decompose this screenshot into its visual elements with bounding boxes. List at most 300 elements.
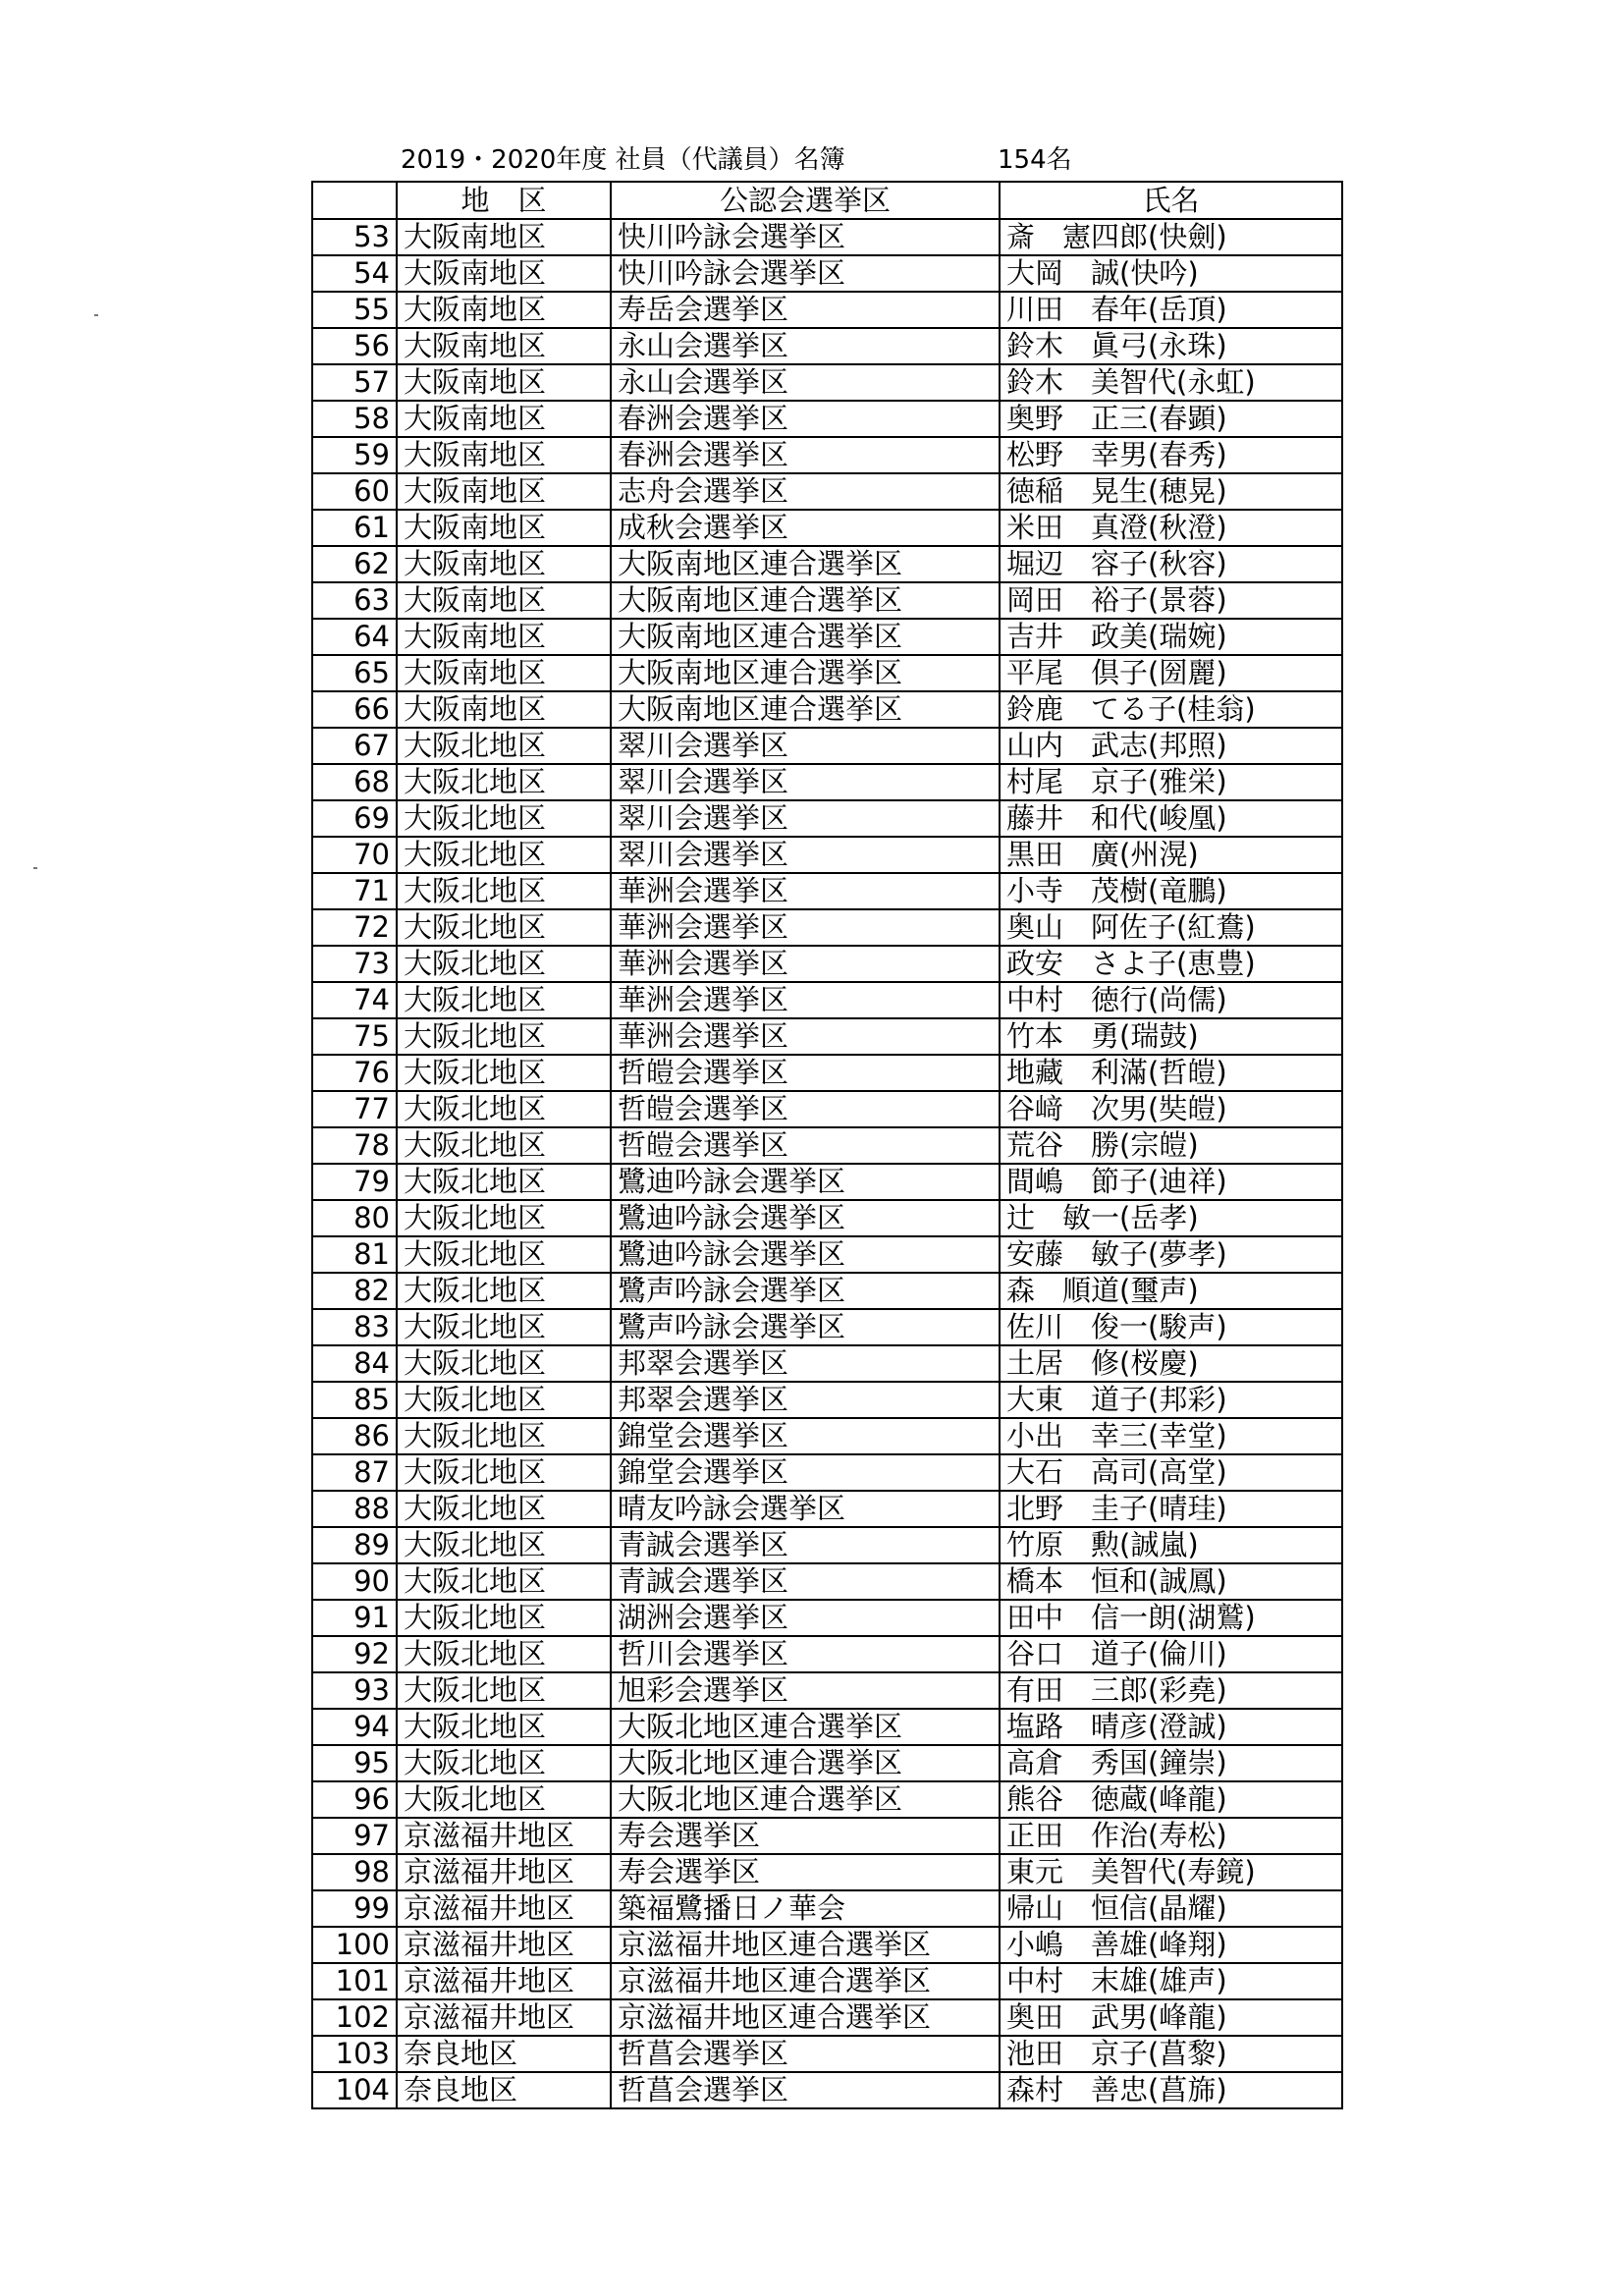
district-cell: 哲川会選挙区	[611, 1636, 1000, 1672]
area-cell: 大阪北地区	[397, 1672, 611, 1709]
surname: 帰山	[1006, 1891, 1064, 1925]
area-cell: 奈良地区	[397, 2072, 611, 2108]
table-row	[312, 1454, 1342, 1491]
name-cell	[1000, 437, 1342, 473]
district-cell: 邦翠会選挙区	[611, 1382, 1000, 1418]
name-cell	[1000, 1854, 1342, 1890]
document-heading	[401, 140, 1186, 180]
name-cell	[1000, 1563, 1342, 1600]
row-number: 70	[312, 837, 397, 873]
name-cell	[1000, 219, 1342, 255]
given-name: 春年(岳頂)	[1091, 293, 1227, 326]
given-name: 高司(高堂)	[1091, 1455, 1227, 1489]
table-row	[312, 1963, 1342, 1999]
surname: 松野	[1006, 438, 1064, 471]
name-cell	[1000, 1273, 1342, 1309]
row-number: 84	[312, 1345, 397, 1382]
table-row	[312, 2072, 1342, 2108]
area-cell: 大阪南地区	[397, 255, 611, 292]
given-name: 徳蔵(峰龍)	[1091, 1782, 1227, 1816]
name-cell	[1000, 582, 1342, 619]
row-number: 57	[312, 364, 397, 401]
district-cell: 永山会選挙区	[611, 364, 1000, 401]
name-cell	[1000, 691, 1342, 728]
row-number: 103	[312, 2036, 397, 2072]
district-cell: 大阪南地区連合選挙区	[611, 582, 1000, 619]
area-cell: 京滋福井地区	[397, 1818, 611, 1854]
area-cell: 大阪北地区	[397, 764, 611, 800]
area-cell: 大阪北地区	[397, 1018, 611, 1055]
district-cell: 哲皚会選挙区	[611, 1127, 1000, 1164]
surname: 荒谷	[1006, 1128, 1064, 1162]
district-cell: 湖洲会選挙区	[611, 1600, 1000, 1636]
scan-speck	[94, 314, 98, 316]
row-number: 73	[312, 946, 397, 982]
surname: 竹原	[1006, 1528, 1064, 1561]
name-cell	[1000, 1418, 1342, 1454]
name-cell	[1000, 1200, 1342, 1236]
surname: 北野	[1006, 1492, 1064, 1525]
surname: 田中	[1006, 1601, 1064, 1634]
name-cell	[1000, 1345, 1342, 1382]
row-number: 61	[312, 510, 397, 546]
table-row	[312, 1636, 1342, 1672]
area-cell: 大阪北地区	[397, 1600, 611, 1636]
given-name: 利滿(哲皚)	[1091, 1056, 1227, 1089]
area-cell: 大阪北地区	[397, 1345, 611, 1382]
district-cell: 京滋福井地区連合選挙区	[611, 1999, 1000, 2036]
table-row	[312, 1418, 1342, 1454]
name-cell	[1000, 1127, 1342, 1164]
row-number: 74	[312, 982, 397, 1018]
name-cell	[1000, 1672, 1342, 1709]
area-cell: 大阪南地区	[397, 437, 611, 473]
table-row	[312, 1236, 1342, 1273]
district-cell: 晴友吟詠会選挙区	[611, 1491, 1000, 1527]
surname: 奥野	[1006, 402, 1064, 435]
row-number: 53	[312, 219, 397, 255]
table-row	[312, 1927, 1342, 1963]
given-name: 武志(邦照)	[1091, 729, 1227, 762]
given-name: 美智代(永虹)	[1091, 365, 1256, 399]
district-cell: 京滋福井地区連合選挙区	[611, 1963, 1000, 1999]
surname: 大東	[1006, 1383, 1064, 1416]
surname: 正田	[1006, 1819, 1064, 1852]
given-name: 恒信(晶耀)	[1091, 1891, 1227, 1925]
name-cell	[1000, 1527, 1342, 1563]
area-cell: 大阪北地区	[397, 873, 611, 909]
area-cell: 大阪北地区	[397, 1236, 611, 1273]
surname: 黒田	[1006, 838, 1064, 871]
table-row	[312, 255, 1342, 292]
area-cell: 大阪北地区	[397, 909, 611, 946]
header-no	[312, 182, 397, 219]
table-row	[312, 1527, 1342, 1563]
district-cell: 翠川会選挙区	[611, 728, 1000, 764]
table-header-row	[312, 182, 1342, 219]
name-cell	[1000, 1818, 1342, 1854]
given-name: 勝(宗皚)	[1091, 1128, 1199, 1162]
given-name: 作治(寿松)	[1091, 1819, 1227, 1852]
table-row	[312, 1854, 1342, 1890]
table-row	[312, 2036, 1342, 2072]
district-cell: 邦翠会選挙区	[611, 1345, 1000, 1382]
area-cell: 大阪北地区	[397, 1563, 611, 1600]
district-cell: 翠川会選挙区	[611, 764, 1000, 800]
name-cell	[1000, 1890, 1342, 1927]
row-number: 92	[312, 1636, 397, 1672]
district-cell: 哲皚会選挙区	[611, 1091, 1000, 1127]
name-cell	[1000, 1491, 1342, 1527]
row-number: 79	[312, 1164, 397, 1200]
surname: 竹本	[1006, 1019, 1064, 1053]
row-number: 68	[312, 764, 397, 800]
row-number: 67	[312, 728, 397, 764]
given-name: 和代(峻凰)	[1091, 801, 1227, 835]
table-row	[312, 1200, 1342, 1236]
table-row	[312, 1164, 1342, 1200]
given-name: 晃生(穂晃)	[1091, 474, 1227, 508]
given-name: 武男(峰龍)	[1091, 2000, 1227, 2034]
surname: 鈴木	[1006, 329, 1064, 362]
table-row	[312, 401, 1342, 437]
surname: 大岡	[1006, 256, 1064, 290]
area-cell: 大阪北地区	[397, 1309, 611, 1345]
row-number: 87	[312, 1454, 397, 1491]
surname: 有田	[1006, 1673, 1064, 1707]
surname: 土居	[1006, 1346, 1064, 1380]
row-number: 81	[312, 1236, 397, 1273]
surname: 吉井	[1006, 620, 1064, 653]
given-name: 美智代(寿鏡)	[1091, 1855, 1256, 1888]
given-name: 正三(春顕)	[1091, 402, 1227, 435]
district-cell: 青誠会選挙区	[611, 1563, 1000, 1600]
area-cell: 大阪北地区	[397, 1200, 611, 1236]
area-cell: 京滋福井地区	[397, 1890, 611, 1927]
table-row	[312, 655, 1342, 691]
roster-table	[311, 181, 1343, 2109]
table-row	[312, 619, 1342, 655]
table-row	[312, 946, 1342, 982]
area-cell: 大阪南地区	[397, 691, 611, 728]
row-number: 98	[312, 1854, 397, 1890]
surname: 佐川	[1006, 1310, 1064, 1343]
given-name: 道子(邦彩)	[1091, 1383, 1227, 1416]
district-cell: 快川吟詠会選挙区	[611, 255, 1000, 292]
name-cell	[1000, 1999, 1342, 2036]
given-name: 誠(快吟)	[1091, 256, 1199, 290]
row-number: 78	[312, 1127, 397, 1164]
area-cell: 京滋福井地区	[397, 1854, 611, 1890]
surname: 小出	[1006, 1419, 1064, 1452]
district-cell: 永山会選挙区	[611, 328, 1000, 364]
name-cell	[1000, 1091, 1342, 1127]
name-cell	[1000, 1018, 1342, 1055]
given-name: 容子(秋容)	[1091, 547, 1227, 580]
district-cell: 哲菖会選挙区	[611, 2072, 1000, 2108]
district-cell: 錦堂会選挙区	[611, 1418, 1000, 1454]
given-name: 幸三(幸堂)	[1091, 1419, 1227, 1452]
area-cell: 大阪北地区	[397, 1454, 611, 1491]
given-name: 敏子(夢孝)	[1091, 1237, 1227, 1271]
surname: 堀辺	[1006, 547, 1064, 580]
name-cell	[1000, 401, 1342, 437]
surname: 塩路	[1006, 1710, 1064, 1743]
surname: 川田	[1006, 293, 1064, 326]
district-cell: 鷺声吟詠会選挙区	[611, 1309, 1000, 1345]
given-name: 憲四郎(快劍)	[1062, 220, 1227, 253]
given-name: 京子(菖黎)	[1091, 2037, 1227, 2070]
surname: 鈴木	[1006, 365, 1064, 399]
name-cell	[1000, 1781, 1342, 1818]
area-cell: 大阪南地区	[397, 219, 611, 255]
district-cell: 華洲会選挙区	[611, 946, 1000, 982]
area-cell: 大阪北地区	[397, 1745, 611, 1781]
surname: 奥山	[1006, 910, 1064, 944]
surname: 安藤	[1006, 1237, 1064, 1271]
name-cell	[1000, 619, 1342, 655]
table-row	[312, 1309, 1342, 1345]
name-cell	[1000, 1600, 1342, 1636]
member-count: 154名	[998, 145, 1072, 175]
district-cell: 華洲会選挙区	[611, 1018, 1000, 1055]
area-cell: 大阪北地区	[397, 728, 611, 764]
row-number: 56	[312, 328, 397, 364]
district-cell: 哲菖会選挙区	[611, 2036, 1000, 2072]
name-cell	[1000, 1963, 1342, 1999]
row-number: 71	[312, 873, 397, 909]
district-cell: 鷺声吟詠会選挙区	[611, 1273, 1000, 1309]
row-number: 93	[312, 1672, 397, 1709]
name-cell	[1000, 728, 1342, 764]
given-name: 次男(奘皚)	[1091, 1092, 1227, 1125]
given-name: さよ子(恵豊)	[1091, 947, 1256, 980]
given-name: 真澄(秋澄)	[1091, 511, 1227, 544]
district-cell: 寿岳会選挙区	[611, 292, 1000, 328]
area-cell: 京滋福井地区	[397, 1927, 611, 1963]
area-cell: 大阪北地区	[397, 1164, 611, 1200]
row-number: 64	[312, 619, 397, 655]
given-name: 善忠(菖旆)	[1091, 2073, 1227, 2106]
row-number: 104	[312, 2072, 397, 2108]
area-cell: 大阪北地区	[397, 1091, 611, 1127]
name-cell	[1000, 909, 1342, 946]
given-name: 政美(瑞婉)	[1091, 620, 1227, 653]
district-cell: 大阪北地区連合選挙区	[611, 1709, 1000, 1745]
area-cell: 大阪南地区	[397, 292, 611, 328]
name-cell	[1000, 292, 1342, 328]
table-row	[312, 546, 1342, 582]
table-row	[312, 909, 1342, 946]
surname: 高倉	[1006, 1746, 1064, 1779]
name-cell	[1000, 873, 1342, 909]
header-district: 公認会選挙区	[611, 182, 1000, 219]
given-name: 裕子(景蓉)	[1091, 583, 1227, 617]
district-cell: 大阪北地区連合選挙区	[611, 1781, 1000, 1818]
area-cell: 大阪北地区	[397, 946, 611, 982]
table-row	[312, 728, 1342, 764]
district-cell: 鷺迪吟詠会選挙区	[611, 1200, 1000, 1236]
surname: 中村	[1006, 983, 1064, 1016]
surname: 大石	[1006, 1455, 1064, 1489]
row-number: 99	[312, 1890, 397, 1927]
row-number: 63	[312, 582, 397, 619]
given-name: 晴彦(澄誠)	[1091, 1710, 1227, 1743]
area-cell: 大阪北地区	[397, 1491, 611, 1527]
row-number: 86	[312, 1418, 397, 1454]
surname: 山内	[1006, 729, 1064, 762]
district-cell: 築福鷺播日ノ華会	[611, 1890, 1000, 1927]
surname: 米田	[1006, 511, 1064, 544]
given-name: 徳行(尚儒)	[1091, 983, 1227, 1016]
table-row	[312, 1672, 1342, 1709]
name-cell	[1000, 1236, 1342, 1273]
table-row	[312, 582, 1342, 619]
table-row	[312, 1018, 1342, 1055]
name-cell	[1000, 473, 1342, 510]
row-number: 66	[312, 691, 397, 728]
surname: 谷口	[1006, 1637, 1064, 1670]
given-name: 信一朗(湖鷲)	[1091, 1601, 1256, 1634]
name-cell	[1000, 1927, 1342, 1963]
document-title: 2019・2020年度 社員（代議員）名簿	[401, 145, 845, 175]
name-cell	[1000, 2072, 1342, 2108]
row-number: 83	[312, 1309, 397, 1345]
row-number: 95	[312, 1745, 397, 1781]
district-cell: 華洲会選挙区	[611, 873, 1000, 909]
name-cell	[1000, 982, 1342, 1018]
surname: 村尾	[1006, 765, 1064, 798]
surname: 東元	[1006, 1855, 1064, 1888]
district-cell: 快川吟詠会選挙区	[611, 219, 1000, 255]
district-cell: 哲皚会選挙区	[611, 1055, 1000, 1091]
given-name: 阿佐子(紅鴦)	[1091, 910, 1256, 944]
surname: 小寺	[1006, 874, 1064, 907]
table-row	[312, 1127, 1342, 1164]
table-row	[312, 1890, 1342, 1927]
area-cell: 大阪北地区	[397, 1382, 611, 1418]
surname: 鈴鹿	[1006, 692, 1064, 726]
name-cell	[1000, 1382, 1342, 1418]
header-name: 氏名	[1000, 182, 1342, 219]
table-row	[312, 1999, 1342, 2036]
row-number: 101	[312, 1963, 397, 1999]
table-row	[312, 1781, 1342, 1818]
table-row	[312, 1345, 1342, 1382]
district-cell: 鷺迪吟詠会選挙区	[611, 1236, 1000, 1273]
table-row	[312, 328, 1342, 364]
given-name: 秀国(鐘崇)	[1091, 1746, 1227, 1779]
row-number: 90	[312, 1563, 397, 1600]
table-row	[312, 1818, 1342, 1854]
given-name: 善雄(峰翔)	[1091, 1928, 1227, 1961]
area-cell: 大阪北地区	[397, 1418, 611, 1454]
given-name: 眞弓(永珠)	[1091, 329, 1227, 362]
district-cell: 寿会選挙区	[611, 1854, 1000, 1890]
surname: 森村	[1006, 2073, 1064, 2106]
row-number: 60	[312, 473, 397, 510]
name-cell	[1000, 1636, 1342, 1672]
area-cell: 大阪北地区	[397, 1636, 611, 1672]
given-name: 俊一(駿声)	[1091, 1310, 1227, 1343]
table-row	[312, 1709, 1342, 1745]
name-cell	[1000, 1309, 1342, 1345]
row-number: 76	[312, 1055, 397, 1091]
row-number: 97	[312, 1818, 397, 1854]
table-row	[312, 982, 1342, 1018]
given-name: 茂樹(竜鵬)	[1091, 874, 1227, 907]
district-cell: 大阪南地区連合選挙区	[611, 546, 1000, 582]
row-number: 91	[312, 1600, 397, 1636]
district-cell: 鷺迪吟詠会選挙区	[611, 1164, 1000, 1200]
district-cell: 志舟会選挙区	[611, 473, 1000, 510]
given-name: 順道(璽声)	[1062, 1274, 1199, 1307]
name-cell	[1000, 328, 1342, 364]
table-row	[312, 437, 1342, 473]
area-cell: 大阪北地区	[397, 1055, 611, 1091]
table-row	[312, 1491, 1342, 1527]
surname: 谷﨑	[1006, 1092, 1064, 1125]
table-row	[312, 764, 1342, 800]
surname: 岡田	[1006, 583, 1064, 617]
given-name: てる子(桂翁)	[1091, 692, 1256, 726]
name-cell	[1000, 510, 1342, 546]
given-name: 勇(瑞鼓)	[1091, 1019, 1199, 1053]
row-number: 88	[312, 1491, 397, 1527]
area-cell: 大阪北地区	[397, 1273, 611, 1309]
row-number: 72	[312, 909, 397, 946]
table-row	[312, 1055, 1342, 1091]
area-cell: 奈良地区	[397, 2036, 611, 2072]
table-row	[312, 1273, 1342, 1309]
given-name: 節子(迪祥)	[1091, 1165, 1227, 1198]
row-number: 102	[312, 1999, 397, 2036]
row-number: 77	[312, 1091, 397, 1127]
row-number: 55	[312, 292, 397, 328]
district-cell: 大阪南地区連合選挙区	[611, 655, 1000, 691]
given-name: 修(桜慶)	[1091, 1346, 1199, 1380]
district-cell: 翠川会選挙区	[611, 800, 1000, 837]
district-cell: 錦堂会選挙区	[611, 1454, 1000, 1491]
row-number: 58	[312, 401, 397, 437]
area-cell: 大阪南地区	[397, 619, 611, 655]
area-cell: 大阪北地区	[397, 1709, 611, 1745]
area-cell: 大阪北地区	[397, 800, 611, 837]
name-cell	[1000, 1164, 1342, 1200]
table-row	[312, 1382, 1342, 1418]
name-cell	[1000, 837, 1342, 873]
area-cell: 大阪南地区	[397, 328, 611, 364]
area-cell: 大阪北地区	[397, 1127, 611, 1164]
area-cell: 京滋福井地区	[397, 1999, 611, 2036]
area-cell: 大阪北地区	[397, 1527, 611, 1563]
given-name: 恒和(誠鳳)	[1091, 1564, 1227, 1598]
district-cell: 大阪南地区連合選挙区	[611, 619, 1000, 655]
surname: 橋本	[1006, 1564, 1064, 1598]
district-cell: 成秋会選挙区	[611, 510, 1000, 546]
row-number: 80	[312, 1200, 397, 1236]
table-row	[312, 1563, 1342, 1600]
table-row	[312, 292, 1342, 328]
table-row	[312, 800, 1342, 837]
area-cell: 大阪南地区	[397, 655, 611, 691]
district-cell: 翠川会選挙区	[611, 837, 1000, 873]
area-cell: 大阪南地区	[397, 510, 611, 546]
row-number: 65	[312, 655, 397, 691]
row-number: 94	[312, 1709, 397, 1745]
district-cell: 京滋福井地区連合選挙区	[611, 1927, 1000, 1963]
row-number: 82	[312, 1273, 397, 1309]
